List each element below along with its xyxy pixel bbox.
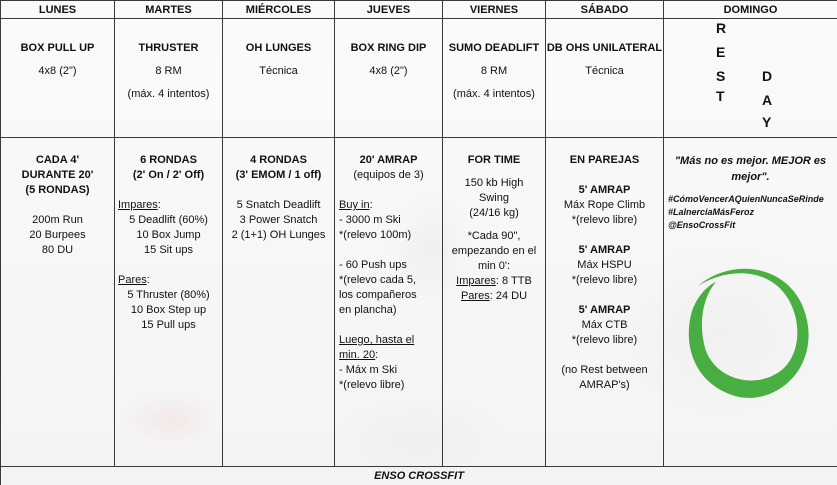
even-value: 24 DU	[495, 290, 528, 302]
day-letter: A	[762, 92, 773, 108]
strength-note: (máx. 4 intentos)	[127, 88, 210, 100]
day-header-thursday: JUEVES	[335, 1, 443, 19]
day-header-monday: LUNES	[1, 1, 115, 19]
wod-wednesday	[223, 138, 335, 467]
saturday-footer: AMRAP's)	[579, 379, 630, 391]
wod-item: 200m Run	[32, 214, 83, 226]
wod-subtitle: (3' EMOM / 1 off)	[235, 169, 322, 181]
strength-title: DB OHS UNILATERAL	[546, 42, 663, 54]
wod-item: (24/16 kg)	[469, 207, 519, 219]
wod-title: (5 RONDAS)	[25, 184, 90, 196]
strength-sunday-rest-day	[664, 19, 837, 138]
wod-item: - 3000 m Ski	[339, 214, 401, 226]
wod-title: 20' AMRAP	[359, 154, 418, 166]
wod-item: 10 Box Jump	[136, 229, 201, 241]
strength-scheme: Técnica	[585, 65, 624, 77]
wod-saturday	[546, 138, 664, 467]
rest-letter: E	[716, 44, 726, 60]
strength-thursday	[335, 19, 443, 138]
wod-note: empezando en el	[451, 245, 537, 257]
day-letter: D	[762, 68, 773, 84]
footer-row	[1, 467, 837, 485]
wod-monday	[1, 138, 115, 467]
wod-item: *(relevo libre)	[339, 379, 405, 391]
even-line: Pares: 24 DU	[460, 290, 528, 302]
wod-title: DURANTE 20'	[21, 169, 94, 181]
strength-scheme: 4x8 (2")	[38, 65, 77, 77]
strength-saturday	[546, 19, 664, 138]
wod-tuesday: 6 RONDAS (2' On / 2' Off) Impares: 5 Deadlift (60%) 10 Box Jump 15 Sit ups Pares: 5 Thruster (80%) 10 Box Step up 15 Pull ups	[115, 138, 223, 467]
amrap-item: Máx Rope Climb	[563, 199, 646, 211]
days-header-row	[1, 1, 837, 19]
wod-item: 3 Power Snatch	[239, 214, 318, 226]
wod-item: - Máx m Ski	[339, 364, 398, 376]
odd-line: Impares: 8 TTB	[456, 275, 532, 287]
strength-note: (máx. 4 intentos)	[453, 88, 535, 100]
day-header-tuesday: MARTES	[115, 1, 223, 19]
amrap-note: *(relevo libre)	[571, 274, 638, 286]
wod-item: - 60 Push ups	[339, 259, 407, 271]
strength-monday	[1, 19, 115, 138]
wod-item: 20 Burpees	[29, 229, 86, 241]
wod-title: 6 RONDAS	[140, 154, 197, 166]
wod-title: FOR TIME	[467, 154, 521, 166]
amrap-item: Máx HSPU	[577, 259, 632, 271]
group-label-even: Pares	[118, 274, 147, 286]
enso-circle-logo	[680, 256, 820, 411]
even-label: Pares	[460, 290, 490, 302]
amrap-note: *(relevo libre)	[571, 214, 638, 226]
wod-friday	[443, 138, 546, 467]
odd-value: 8 TTB	[502, 275, 532, 287]
wod-note: min 0':	[477, 260, 511, 272]
footer-brand: ENSO CROSSFIT	[1, 467, 837, 485]
day-header-saturday: SÁBADO	[546, 1, 664, 19]
strength-scheme: Técnica	[259, 65, 298, 77]
strength-title: OH LUNGES	[245, 42, 312, 54]
strength-title: THRUSTER	[138, 42, 199, 54]
odd-label: Impares	[456, 275, 496, 287]
day-header-sunday: DOMINGO	[664, 1, 837, 19]
amrap-note: *(relevo libre)	[571, 334, 638, 346]
rest-letter: T	[716, 88, 725, 104]
buyin-label: Buy in	[339, 199, 370, 211]
hashtag: #LaInerciaMásFeroz	[668, 207, 755, 217]
wod-item: 150 kb High	[464, 177, 524, 189]
wod-item: *(relevo 100m)	[339, 229, 412, 241]
strength-scheme: 4x8 (2")	[369, 65, 408, 77]
strength-tuesday	[115, 19, 223, 138]
wod-item: *(relevo cada 5,	[339, 274, 417, 286]
wod-item: 80 DU	[41, 244, 74, 256]
then-label-2: min. 20	[339, 349, 376, 361]
wod-item: 15 Sit ups	[144, 244, 193, 256]
strength-row	[1, 19, 837, 138]
strength-wednesday	[223, 19, 335, 138]
then-label: Luego, hasta el	[339, 334, 415, 346]
strength-scheme: 8 RM	[480, 65, 508, 77]
wod-note: *Cada 90",	[467, 230, 521, 242]
rest-letter: S	[716, 68, 726, 84]
wod-item: los compañeros	[339, 289, 417, 301]
wod-item: 5 Deadlift (60%)	[129, 214, 208, 226]
saturday-footer: (no Rest between	[561, 364, 648, 376]
wod-item: 5 Thruster (80%)	[127, 289, 210, 301]
wod-subtitle: (2' On / 2' Off)	[132, 169, 205, 181]
enso-brush-stroke	[689, 269, 809, 398]
wod-title: 4 RONDAS	[250, 154, 307, 166]
strength-title: BOX RING DIP	[350, 42, 427, 54]
strength-scheme: 8 RM	[155, 65, 182, 77]
day-header-friday: VIERNES	[443, 1, 546, 19]
day-header-wednesday: MIÉRCOLES	[223, 1, 335, 19]
day-letter: Y	[762, 114, 772, 130]
amrap-item: Máx CTB	[581, 319, 628, 331]
wod-title: EN PAREJAS	[569, 154, 640, 166]
wod-item: 5 Snatch Deadlift	[236, 199, 321, 211]
amrap-title: 5' AMRAP	[578, 244, 631, 256]
wod-item: 2 (1+1) OH Lunges	[231, 229, 326, 241]
wod-item: en plancha)	[339, 304, 397, 316]
rest-letter: R	[716, 20, 727, 36]
wod-item: 15 Pull ups	[141, 319, 196, 331]
group-label-odd: Impares	[118, 199, 158, 211]
strength-friday	[443, 19, 546, 138]
amrap-title: 5' AMRAP	[578, 184, 631, 196]
strength-title: SUMO DEADLIFT	[448, 42, 540, 54]
strength-title: BOX PULL UP	[20, 42, 95, 54]
hashtag: @EnsoCrossFit	[668, 220, 736, 230]
motivational-quote: "Más no es mejor. MEJOR es mejor".	[674, 155, 827, 183]
amrap-title: 5' AMRAP	[578, 304, 631, 316]
wod-title: CADA 4'	[35, 154, 80, 166]
hashtag: #CómoVencerAQuienNuncaSeRinde	[668, 194, 824, 204]
wod-thursday: 20' AMRAP (equipos de 3) Buy in: - 3000 m Ski *(relevo 100m) - 60 Push ups *(relevo cada 5, los compañeros en plancha) Luego, hasta el min. 20: - Máx m Ski *(relevo libre)	[335, 138, 443, 467]
wod-item: Swing	[479, 192, 509, 204]
wod-item: 10 Box Step up	[130, 304, 207, 316]
wod-subtitle: (equipos de 3)	[353, 169, 424, 181]
